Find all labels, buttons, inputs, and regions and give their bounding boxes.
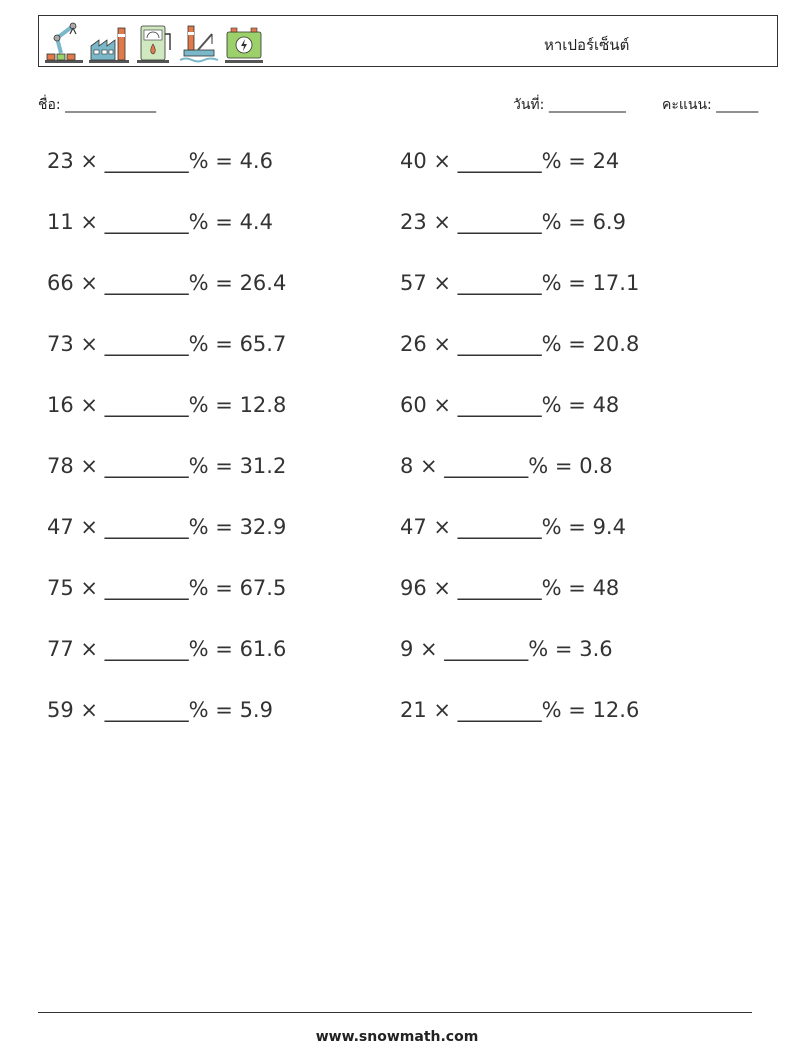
problem-right-6: 8 × ________% = 0.8 xyxy=(400,454,613,478)
problem-left-10: 59 × ________% = 5.9 xyxy=(47,698,273,722)
footer-divider xyxy=(38,1012,752,1013)
worksheet-title: หาเปอร์เซ็นต์ xyxy=(544,36,630,54)
robot-arm-icon xyxy=(43,20,85,64)
problem-right-2: 23 × ________% = 6.9 xyxy=(400,210,626,234)
factory-icon xyxy=(88,20,130,64)
oil-rig-icon xyxy=(178,20,220,64)
problem-right-9: 9 × ________% = 3.6 xyxy=(400,637,613,661)
problem-left-7: 47 × ________% = 32.9 xyxy=(47,515,287,539)
problem-left-3: 66 × ________% = 26.4 xyxy=(47,271,287,295)
problem-right-3: 57 × ________% = 17.1 xyxy=(400,271,640,295)
problem-right-5: 60 × ________% = 48 xyxy=(400,393,620,417)
problem-right-1: 40 × ________% = 24 xyxy=(400,149,620,173)
header-icons xyxy=(43,20,265,64)
battery-icon xyxy=(223,20,265,64)
date-field[interactable]: วันที่: ___________ xyxy=(513,97,626,113)
problem-left-4: 73 × ________% = 65.7 xyxy=(47,332,287,356)
fuel-pump-icon xyxy=(133,20,175,64)
footer-url: www.snowmath.com xyxy=(315,1029,479,1045)
name-field[interactable]: ชื่อ: _____________ xyxy=(38,97,157,113)
problem-right-10: 21 × ________% = 12.6 xyxy=(400,698,640,722)
problem-left-9: 77 × ________% = 61.6 xyxy=(47,637,287,661)
problem-left-6: 78 × ________% = 31.2 xyxy=(47,454,287,478)
problem-left-1: 23 × ________% = 4.6 xyxy=(47,149,273,173)
problem-right-8: 96 × ________% = 48 xyxy=(400,576,620,600)
worksheet-header xyxy=(38,15,778,67)
problem-left-8: 75 × ________% = 67.5 xyxy=(47,576,287,600)
problem-right-4: 26 × ________% = 20.8 xyxy=(400,332,640,356)
problem-right-7: 47 × ________% = 9.4 xyxy=(400,515,626,539)
score-field[interactable]: คะแนน: ______ xyxy=(662,97,759,113)
problem-left-5: 16 × ________% = 12.8 xyxy=(47,393,287,417)
problem-left-2: 11 × ________% = 4.4 xyxy=(47,210,273,234)
